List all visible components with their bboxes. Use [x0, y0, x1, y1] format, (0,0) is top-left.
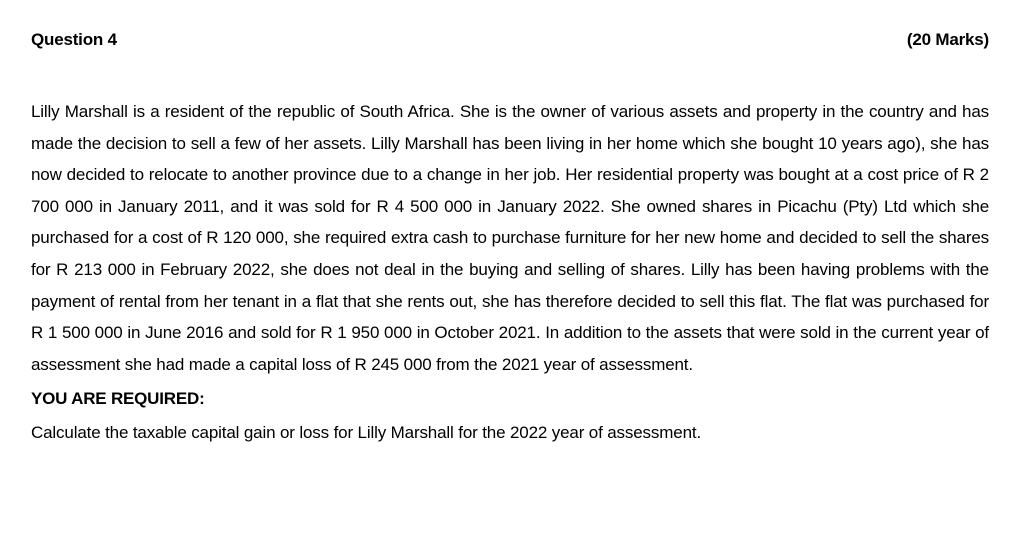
question-document: [31, 30, 989, 446]
scenario-paragraph: Lilly Marshall is a resident of the republic of South Africa. She is the owner of various assets and property in the country and has made the decision to sell a few of her assets. Lilly Marshall has been living in her home which she bought 10 years ago), she has now decided to relocate to another province due to a change in her job. Her residential property was bought at a cost price of R 2 700 000 in January 2011, and it was sold for R 4 500 000 in January 2022. She owned shares in Picachu (Pty) Ltd which she purchased for a cost of R 120 000, she required extra cash to purchase furniture for her new home and decided to sell the shares for R 213 000 in February 2022, she does not deal in the buying and selling of shares. Lilly has been having problems with the payment of rental from her tenant in a flat that she rents out, she has therefore decided to sell this flat. The flat was purchased for R 1 500 000 in June 2016 and sold for R 1 950 000 in October 2021. In addition to the assets that were sold in the current year of assessment she had made a capital loss of R 245 000 from the 2021 year of assessment.: [31, 102, 989, 374]
requirement-heading: YOU ARE REQUIRED:: [31, 389, 205, 409]
requirement-instruction: Calculate the taxable capital gain or loss for Lilly Marshall for the 2022 year of assessment.: [31, 423, 702, 443]
question-marks: (20 Marks): [906, 30, 989, 49]
question-header: [31, 30, 989, 56]
question-title: Question 4: [31, 30, 117, 49]
